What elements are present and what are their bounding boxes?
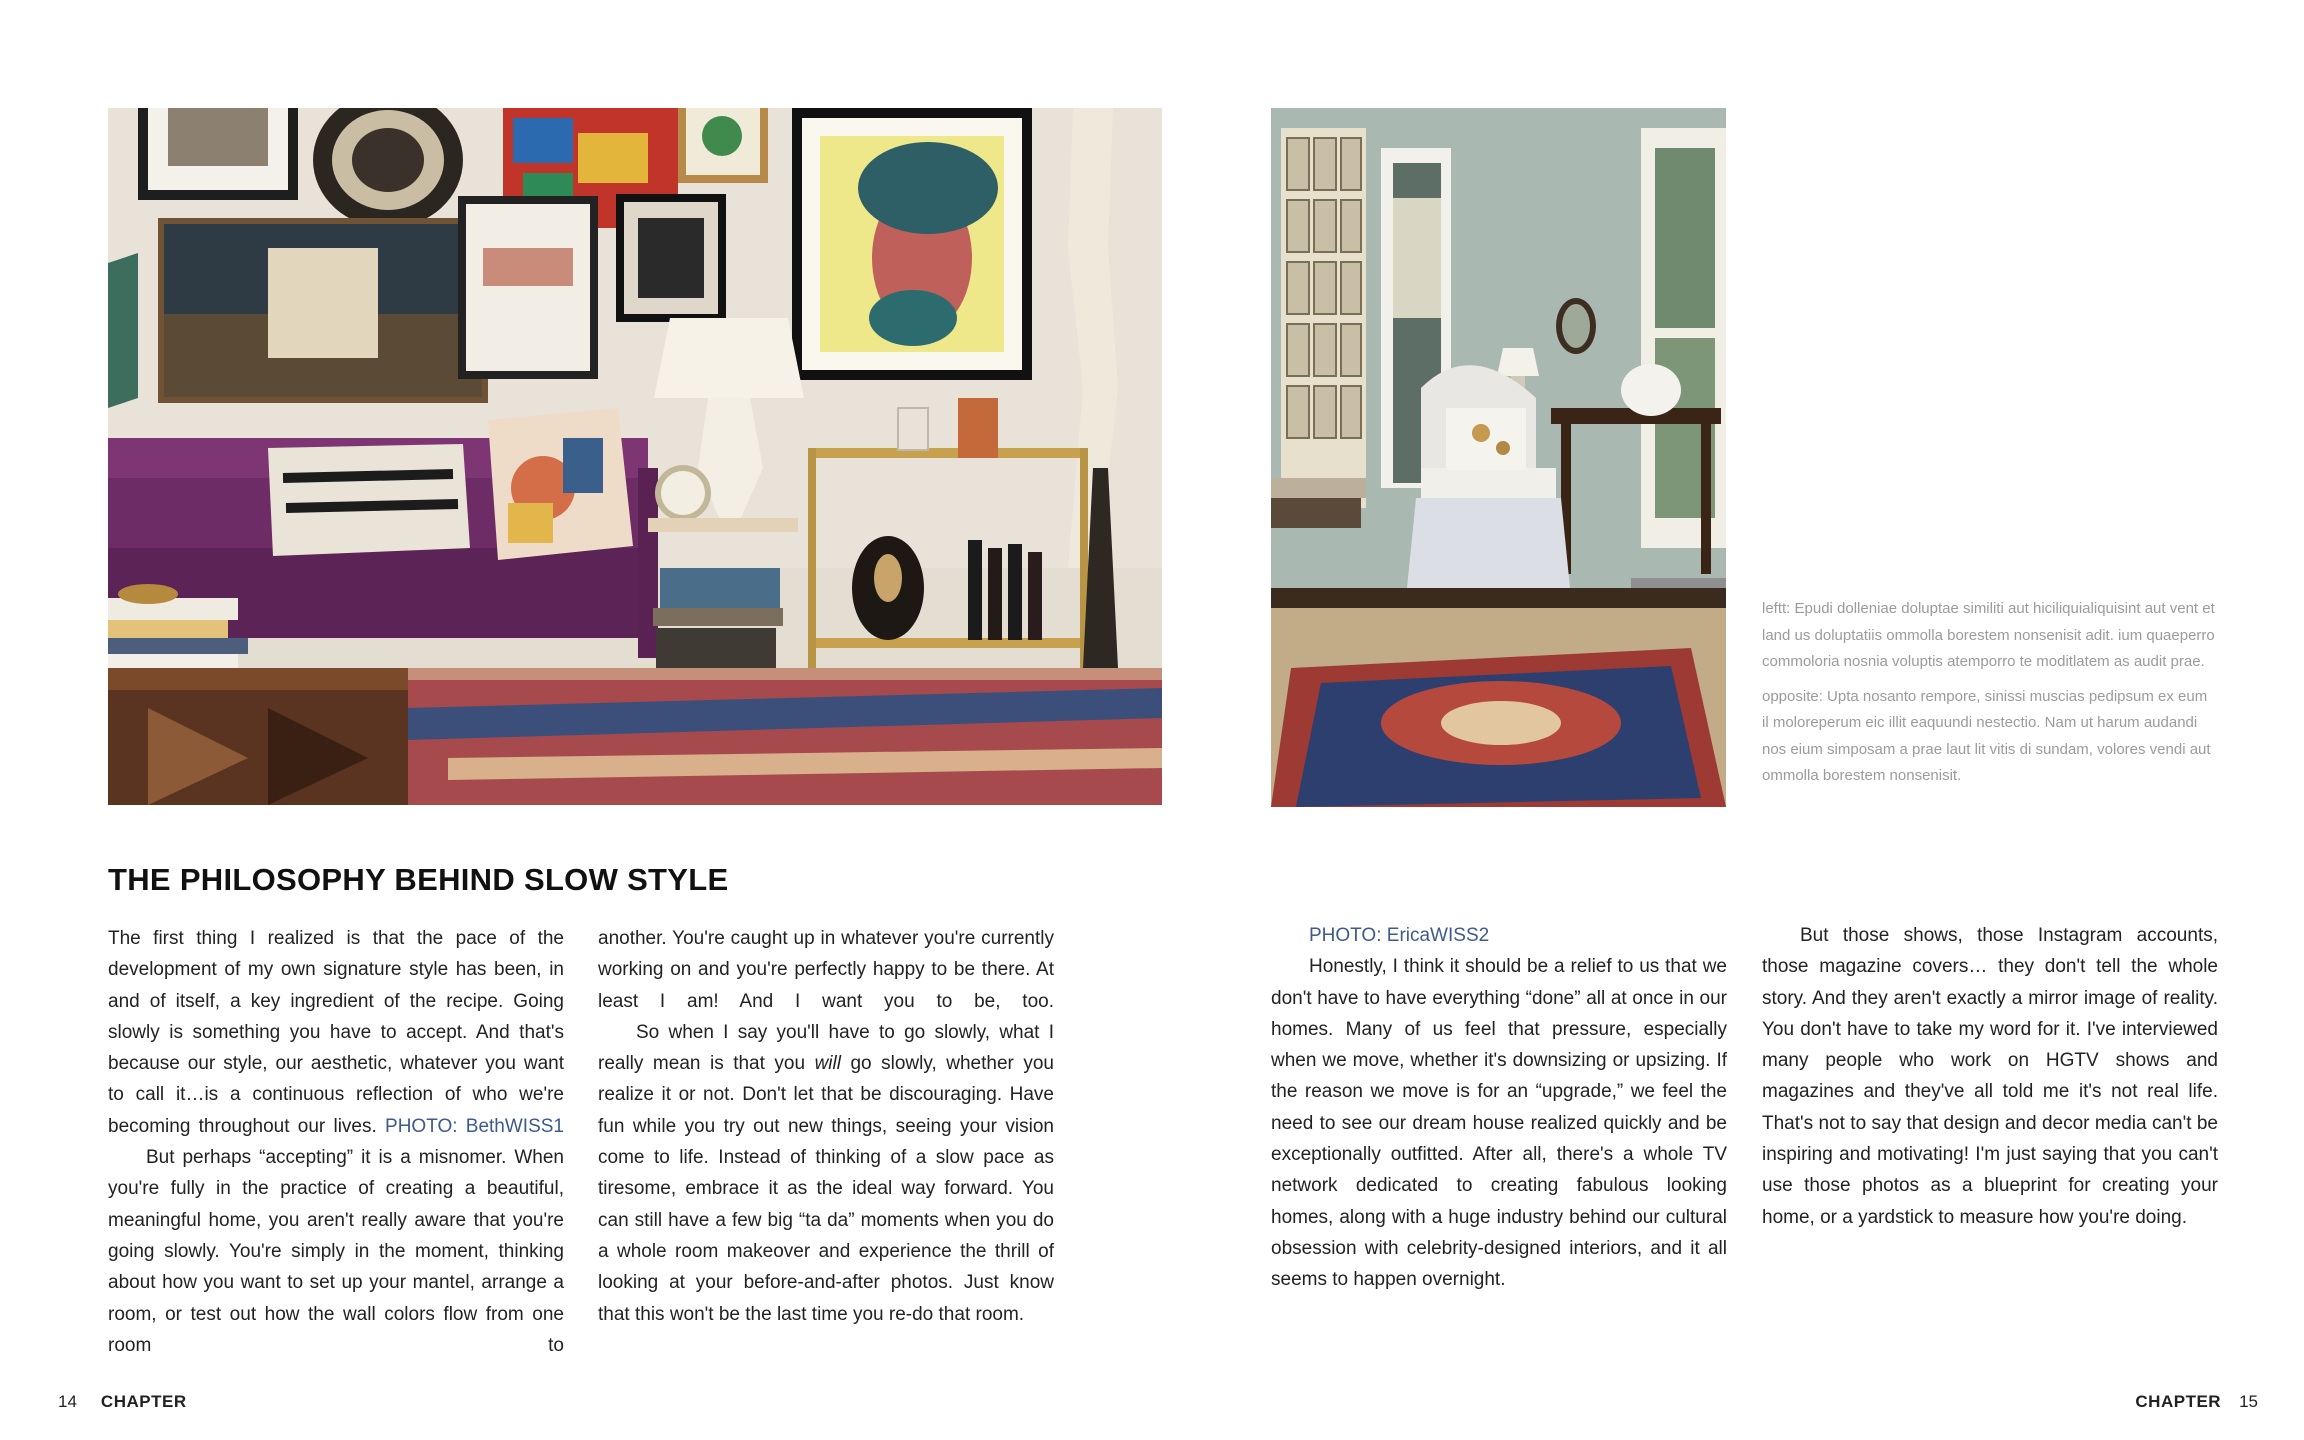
caption-left: leftt: Epudi dolleniae doluptae similiti aut hiciliquialiquisint aut vent et land us doluptatiis ommolla borestem nonsenisit adit. ium quaeperro commoloria nosnia voluptis atemporro te moditlatem as audit prae. (1762, 600, 2215, 670)
paragraph-text: So when I say you'll have to go slowly, what I really mean is that you (598, 1021, 1054, 1075)
paragraph (598, 1017, 1054, 1330)
body-column-4 (1762, 920, 2218, 1233)
paragraph: But those shows, those Instagram accounts, those magazine covers… they don't tell the whole story. And they aren't exactly a mirror image of reality. You don't have to take my word for it. I've interviewed many people who work on HGTV shows and magazines and they've all told me it's not real life. That's not to say that design and decor media can't be inspiring and motivating! I'm just saying that you can't use those photos as a blueprint for creating your home, or a yardstick to measure how you're doing. (1762, 925, 2218, 1228)
body-column-2 (598, 923, 1054, 1330)
paragraph: another. You're caught up in whatever you're currently working on and you're perfectly happy to be there. At least I am! And I want you to be, too. (598, 928, 1054, 1012)
page-number: 14 (58, 1392, 77, 1411)
caption-opposite: opposite: Upta nosanto rempore, sinissi muscias pedipsum ex eum il moloreperum eic illit eaquundi nestectio. Nam ut harum audandi nos eium simposam a prae laut lit vitis di sundam, volores vendi aut ommolla borestem nonsenisit. (1762, 687, 2211, 784)
paragraph-text: go slowly, whether you realize it or not. Don't let that be discouraging. Have fun while you try out new things, seeing your vision come to life. Instead of thinking of a slow pace as tiresome, embrace it as the ideal way forward. You can still have a few big “ta da” moments when you do a whole room makeover and experience the thrill of looking at your before-and-after photos. Just know that this won't be the last time you re-do that room. (598, 1053, 1055, 1325)
photo-credit-link[interactable]: PHOTO: BethWISS1 (385, 1115, 564, 1137)
photo-credit-link[interactable]: PHOTO: EricaWISS2 (1309, 925, 1490, 946)
body-column-1 (108, 923, 564, 1361)
running-head: CHAPTER (2135, 1392, 2222, 1411)
folio-right (2135, 1392, 2258, 1412)
body-column-3 (1271, 920, 1727, 1296)
paragraph: Honestly, I think it should be a relief to us that we don't have to have everything “done” all at once in our homes. Many of us feel that pressure, especially when we move, whether it's downsizing or upsizing. If the reason we move is for an “upgrade,” we feel the need to see our dream house realized quickly and be exceptionally outfitted. After all, there's a whole TV network dedicated to creating fabulous looking homes, along with a huge industry behind our cultural obsession with celebrity-designed interiors, and it all seems to happen overnight. (1271, 956, 1727, 1291)
paragraph: But perhaps “accepting” it is a misnomer. When you're fully in the practice of creating a beautiful, meaningful home, you aren't really aware that you're going slowly. You're simply in the moment, thinking about how you want to set up your mantel, arrange a room, or test out how the wall colors flow from one room to (108, 1147, 564, 1356)
paragraph (108, 923, 564, 1142)
page-number: 15 (2239, 1392, 2258, 1411)
photo-captions (1762, 596, 2217, 798)
living-room-photo (108, 108, 1162, 805)
paragraph-text: The first thing I realized is that the pace of the development of my own signature style has been, in and of itself, a key ingredient of the recipe. Going slowly is something you have to accept. And that's because our style, our aesthetic, whatever you want to call it…is a continuous reflection of who we're becoming throughout our lives. (108, 928, 564, 1137)
running-head: CHAPTER (100, 1392, 187, 1411)
section-heading: THE PHILOSOPHY BEHIND SLOW STYLE (108, 862, 729, 897)
emphasis-text: will (814, 1053, 841, 1075)
sitting-room-photo (1271, 108, 1726, 807)
folio-left (58, 1392, 187, 1412)
